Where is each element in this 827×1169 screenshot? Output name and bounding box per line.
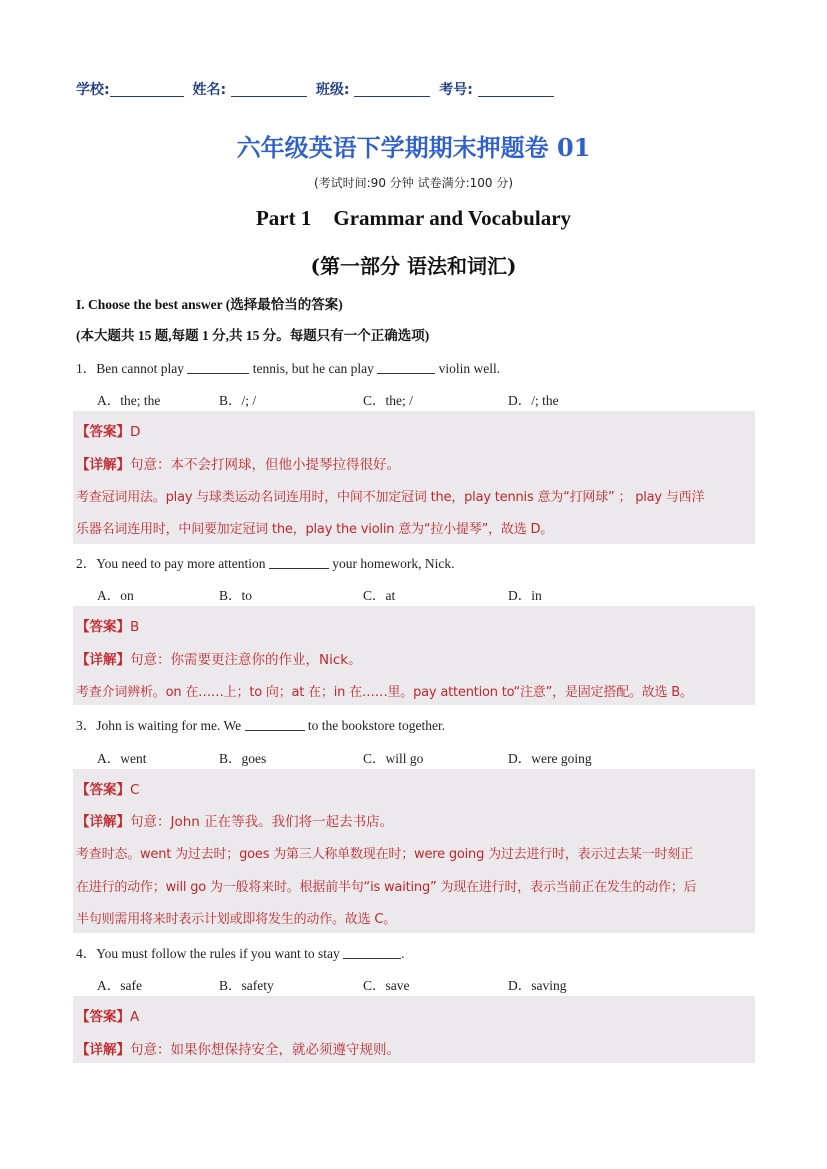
class-label: 班级: <box>315 82 350 98</box>
question-stem-3: 3．John is waiting for me. We to the bookstore together. <box>76 718 446 733</box>
name-label: 姓名: <box>192 82 227 98</box>
exam-title: 六年级英语下学期期末押题卷 01 <box>236 133 591 162</box>
option-d: D．in <box>508 588 542 603</box>
option-b: B．goes <box>219 751 267 766</box>
part-heading-cn: (第一部分 语法和词汇) <box>310 254 517 278</box>
question-stem-2: 2．You need to pay more attention your homework, Nick. <box>76 556 455 571</box>
explanation-3-line-1: 考查时态。went 为过去时；goes 为第三人称单数现在时；were going 为过去进行时，表示过去某一时刻正 <box>76 847 693 862</box>
name-blank <box>231 82 307 97</box>
explanation-3-line-2: 在进行的动作；will go 为一般将来时。根据前半句“is waiting” 为现在进行时，表示当前正在发生的动作；后 <box>76 880 697 895</box>
exam-subtitle: (考试时间:90 分钟 试卷满分:100 分) <box>313 176 514 190</box>
option-d: D．were going <box>508 751 592 766</box>
option-c: C．save <box>363 978 410 993</box>
answer-blank <box>377 361 435 374</box>
option-b: B．to <box>219 588 253 603</box>
answer-line-3: 【答案】C <box>76 782 140 798</box>
section-instruction: (本大题共 15 题,每题 1 分,共 15 分。每题只有一个正确选项) <box>76 328 430 343</box>
option-b: B．safety <box>219 978 274 993</box>
part-name: Grammar and Vocabulary <box>333 206 572 230</box>
explanation-3-line-3: 半句则需用将来时表示计划或即将发生的动作。故选 C。 <box>76 912 397 927</box>
option-d: D．/; the <box>508 393 559 408</box>
question-stem-1: 1．Ben cannot play tennis, but he can play violin well. <box>76 361 501 376</box>
explanation-1-line-2: 乐器名词连用时，中间要加定冠词 the，play the violin 意为“拉小提琴”，故选 D。 <box>76 522 554 537</box>
answer-blank <box>187 361 249 374</box>
answer-blank <box>343 946 401 959</box>
part-number: Part 1 <box>255 206 312 230</box>
explanation-1-line-1: 考查冠词用法。play 与球类运动名词连用时，中间不加定冠词 the，play tennis 意为“打网球” ； play 与西洋 <box>76 490 705 505</box>
exam-no-label: 考号: <box>439 82 473 98</box>
option-c: C．will go <box>363 751 424 766</box>
option-a: A．safe <box>97 978 142 993</box>
answer-blank <box>245 718 305 731</box>
option-d: D．saving <box>508 978 567 993</box>
exam-no-blank <box>478 82 554 97</box>
option-a: A．the; the <box>97 393 161 408</box>
option-a: A．went <box>97 751 147 766</box>
detail-line-1: 【详解】句意：本不会打网球，但他小提琴拉得很好。 <box>76 457 400 473</box>
explanation-2-line-1: 考查介词辨析。on 在……上；to 向；at 在；in 在……里。pay attention to“注意”，是固定搭配。故选 B。 <box>76 685 693 700</box>
option-c: C．at <box>363 588 396 603</box>
answer-line-2: 【答案】B <box>76 619 140 635</box>
answer-blank <box>269 556 329 569</box>
student-info-line <box>76 79 554 99</box>
option-a: A．on <box>97 588 134 603</box>
detail-line-4: 【详解】句意：如果你想保持安全，就必须遵守规则。 <box>76 1042 400 1058</box>
school-label: 学校: <box>76 82 110 98</box>
option-c: C．the; / <box>363 393 413 408</box>
school-blank <box>110 82 184 97</box>
detail-line-2: 【详解】句意：你需要更注意你的作业，Nick。 <box>76 652 362 668</box>
section-heading: I. Choose the best answer (选择最恰当的答案) <box>76 297 343 312</box>
class-blank <box>354 82 430 97</box>
detail-line-3: 【详解】句意：John 正在等我。我们将一起去书店。 <box>76 814 394 830</box>
question-stem-4: 4．You must follow the rules if you want to stay . <box>76 946 405 961</box>
answer-line-1: 【答案】D <box>76 424 141 440</box>
option-b: B．/; / <box>219 393 257 408</box>
answer-line-4: 【答案】A <box>76 1009 140 1025</box>
part-heading <box>0 206 827 231</box>
